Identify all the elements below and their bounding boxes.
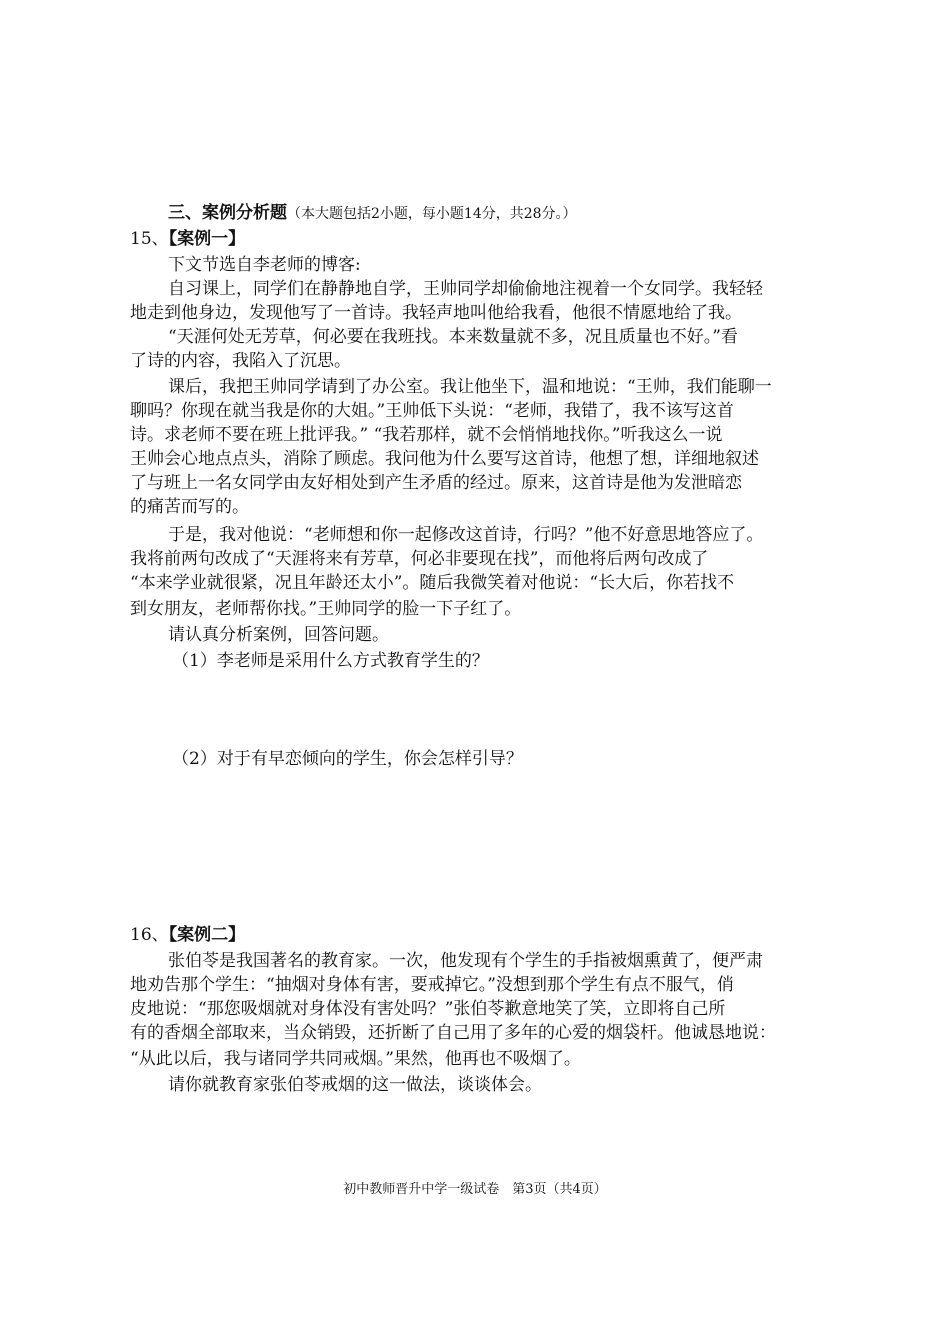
case-text-line: 王帅会心地点点头，消除了顾虑。我问他为什么要写这首诗，他想了想，详细地叙述 — [130, 449, 759, 469]
case-text-line: 请你就教育家张伯苓戒烟的这一做法，谈谈体会。 — [168, 1075, 542, 1095]
case-text-line: 我将前两句改成了“天涯将来有芳草，何必非要现在找”，而他将后两句改成了 — [130, 549, 709, 569]
case-title: 【案例一】 — [168, 229, 246, 249]
section-title: 三、案例分析题 — [168, 203, 287, 223]
case-text-line: 请认真分析案例，回答问题。 — [168, 625, 389, 645]
section-heading — [168, 200, 577, 227]
question-15-header — [130, 226, 245, 252]
case-text-line: “天涯何处无芳草，何必要在我班找。本来数量就不多，况且质量也不好。”看 — [168, 327, 738, 347]
page-footer: 初中教师晋升中学一级试卷 第3页（共4页） — [343, 1182, 607, 1197]
case-text-line: 诗。求老师不要在班上批评我。” “我若那样，就不会悄悄地找你。”听我这么一说 — [130, 425, 723, 445]
case-text-line: 地走到他身边，发现他写了一首诗。我轻声地叫他给我看，他很不情愿地给了我。 — [130, 303, 742, 323]
case-text-line: 课后，我把王帅同学请到了办公室。我让他坐下，温和地说：“王帅，我们能聊一 — [168, 377, 772, 397]
case-text-line: “从此以后，我与诸同学共同戒烟。”果然，他再也不吸烟了。 — [130, 1049, 581, 1069]
question-16-header — [130, 922, 245, 948]
question-number: 16、 — [130, 925, 169, 945]
case-text-line: 有的香烟全部取来，当众销毁，还折断了自己用了多年的心爱的烟袋杆。他诚恳地说： — [130, 1023, 776, 1043]
case-text-line: 聊吗？你现在就当我是你的大姐。”王帅低下头说：“老师，我错了，我不该写这首 — [130, 401, 734, 421]
case-title: 【案例二】 — [168, 925, 246, 945]
section-note: （本大题包括2小题，每小题14分，共28分。） — [287, 206, 577, 222]
case-text-line: 地劝告那个学生：“抽烟对身体有害，要戒掉它。”没想到那个学生有点不服气，俏 — [130, 975, 734, 995]
case-text-line: 自习课上，同学们在静静地自学，王帅同学却偷偷地注视着一个女同学。我轻轻 — [168, 279, 763, 299]
case-text-line: 皮地说：“那您吸烟就对身体没有害处吗？”张伯苓歉意地笑了笑，立即将自己所 — [130, 999, 726, 1019]
case-text-line: 了诗的内容，我陷入了沉思。 — [130, 351, 351, 371]
case-text-line: 于是，我对他说：“老师想和你一起修改这首诗，行吗？”他不好意思地答应了。 — [168, 525, 764, 545]
sub-question-1: （1）李老师是采用什么方式教育学生的？ — [172, 651, 489, 671]
question-number: 15、 — [130, 229, 169, 249]
case-text-line: 张伯苓是我国著名的教育家。一次，他发现有个学生的手指被烟熏黄了，便严肃 — [168, 951, 763, 971]
case-text-line: 了与班上一名女同学由友好相处到产生矛盾的经过。原来，这首诗是他为发泄暗恋 — [130, 473, 742, 493]
case-text-line: 到女朋友，老师帮你找。”王帅同学的脸一下子红了。 — [130, 599, 522, 619]
case-text-line: 的痛苦而写的。 — [130, 497, 249, 517]
case-intro: 下文节选自李老师的博客: — [168, 255, 361, 275]
case-text-line: “本来学业就很紧，况且年龄还太小”。随后我微笑着对他说：“长大后，你若找不 — [130, 573, 735, 593]
sub-question-2: （2）对于有早恋倾向的学生，你会怎样引导？ — [172, 749, 523, 769]
